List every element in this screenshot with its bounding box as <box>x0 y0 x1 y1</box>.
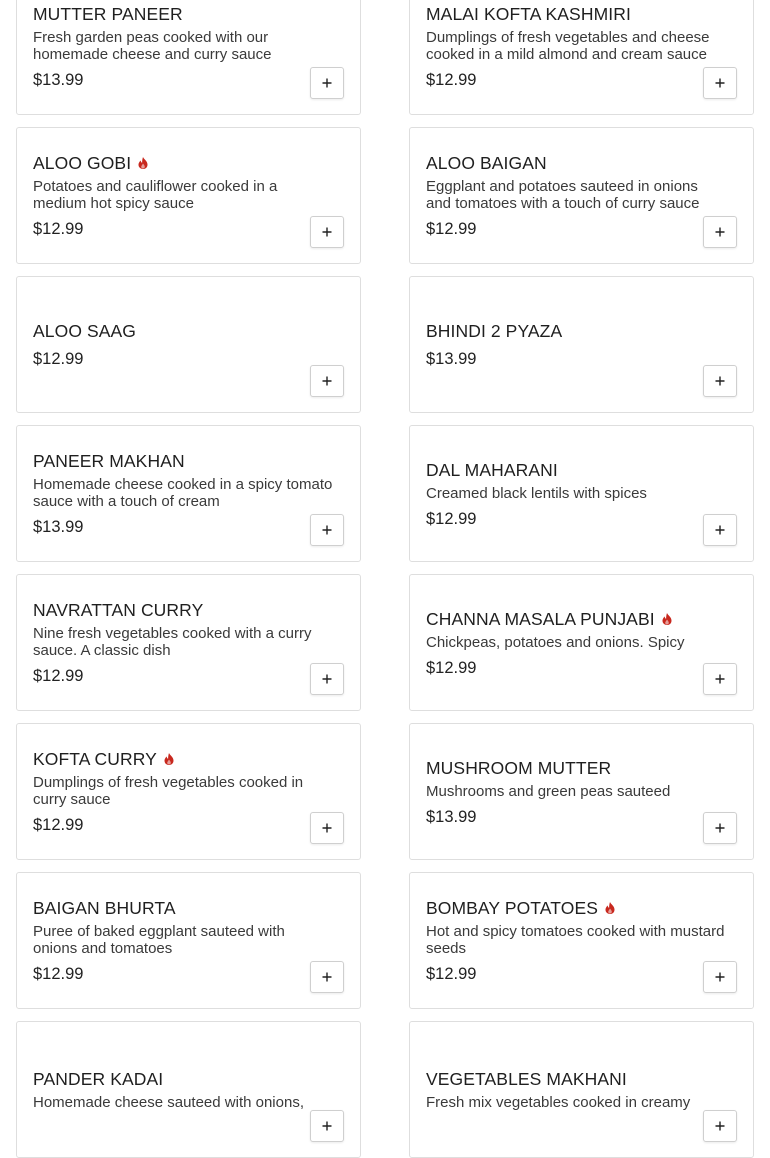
item-description: Homemade cheese sauteed with onions, <box>33 1094 304 1111</box>
item-name-row <box>33 897 344 919</box>
item-name-row <box>426 152 737 174</box>
add-to-cart-button[interactable] <box>310 365 344 397</box>
menu-item-card-10[interactable] <box>16 723 361 860</box>
item-name: KOFTA CURRY <box>33 749 157 769</box>
add-to-cart-button[interactable] <box>703 216 737 248</box>
item-price: $12.99 <box>426 71 477 89</box>
item-description: Mushrooms and green peas sauteed <box>426 782 671 800</box>
item-description: Homemade cheese cooked in a spicy tomato sauce with a touch of cream <box>33 476 333 510</box>
spicy-flame-icon <box>603 901 617 915</box>
item-description: Fresh garden peas cooked with our homemade cheese and curry sauce <box>33 29 272 63</box>
menu-item-card-14[interactable] <box>16 1021 361 1158</box>
item-price: $12.99 <box>33 816 84 834</box>
plus-icon <box>715 972 725 982</box>
item-description: Creamed black lentils with spices <box>426 484 647 502</box>
add-to-cart-button[interactable] <box>703 514 737 546</box>
item-name-row <box>426 757 737 779</box>
plus-icon <box>322 78 332 88</box>
spicy-flame-icon <box>136 156 150 170</box>
item-name: CHANNA MASALA PUNJABI <box>426 608 655 629</box>
plus-icon <box>715 823 725 833</box>
add-to-cart-button[interactable] <box>310 216 344 248</box>
menu-grid <box>16 0 754 1158</box>
item-price: $12.99 <box>426 965 477 983</box>
menu-item-card-13[interactable] <box>409 872 754 1009</box>
item-name-row <box>426 320 737 342</box>
add-to-cart-button[interactable] <box>703 365 737 397</box>
plus-icon <box>322 525 332 535</box>
item-name: MUTTER PANEER <box>33 4 183 24</box>
item-name: DAL MAHARANI <box>426 459 558 480</box>
item-name-row <box>33 152 344 174</box>
item-description: Dumplings of fresh vegetables and cheese cooked in a mild almond and cream sauce <box>426 29 710 63</box>
item-name-row <box>33 450 344 472</box>
item-price: $13.99 <box>33 518 84 536</box>
item-description: Nine fresh vegetables cooked with a curry sauce. A classic dish <box>33 625 312 659</box>
item-name: VEGETABLES MAKHANI <box>426 1069 627 1089</box>
spicy-flame-icon <box>162 752 176 766</box>
plus-icon <box>322 227 332 237</box>
add-to-cart-button[interactable] <box>310 514 344 546</box>
add-to-cart-button[interactable] <box>310 1110 344 1142</box>
menu-item-card-15[interactable] <box>409 1021 754 1158</box>
menu-item-card-9[interactable] <box>409 574 754 711</box>
item-name-row <box>426 897 737 919</box>
item-name: PANEER MAKHAN <box>33 451 185 471</box>
item-name: MUSHROOM MUTTER <box>426 757 612 778</box>
plus-icon <box>715 227 725 237</box>
item-price: $13.99 <box>426 807 477 826</box>
add-to-cart-button[interactable] <box>703 67 737 99</box>
menu-item-card-3[interactable] <box>409 127 754 264</box>
add-to-cart-button[interactable] <box>703 812 737 844</box>
item-price: $12.99 <box>426 220 477 238</box>
menu-item-card-8[interactable] <box>16 574 361 711</box>
item-price: $12.99 <box>33 667 84 685</box>
item-description: Hot and spicy tomatoes cooked with mustard seeds <box>426 923 725 957</box>
plus-icon <box>715 376 725 386</box>
menu-item-card-6[interactable] <box>16 425 361 562</box>
item-price: $12.99 <box>33 350 84 368</box>
add-to-cart-button[interactable] <box>310 663 344 695</box>
item-name: BAIGAN BHURTA <box>33 898 176 918</box>
menu-item-card-0[interactable] <box>16 0 361 115</box>
item-name-row <box>426 608 737 630</box>
item-price: $12.99 <box>426 658 477 677</box>
menu-item-card-5[interactable] <box>409 276 754 413</box>
add-to-cart-button[interactable] <box>310 67 344 99</box>
item-name-row <box>426 3 737 25</box>
add-to-cart-button[interactable] <box>703 961 737 993</box>
menu-item-card-4[interactable] <box>16 276 361 413</box>
item-name-row <box>33 3 344 25</box>
item-name-row <box>33 748 344 770</box>
item-description: Fresh mix vegetables cooked in creamy <box>426 1094 691 1111</box>
menu-item-card-2[interactable] <box>16 127 361 264</box>
item-name-row <box>33 320 344 342</box>
plus-icon <box>715 525 725 535</box>
item-name-row <box>426 459 737 481</box>
item-description: Puree of baked eggplant sauteed with onions and tomatoes <box>33 923 285 957</box>
plus-icon <box>322 823 332 833</box>
plus-icon <box>322 376 332 386</box>
item-name: ALOO GOBI <box>33 153 132 173</box>
item-price: $13.99 <box>33 71 84 89</box>
item-price: $12.99 <box>33 965 84 983</box>
menu-item-card-1[interactable] <box>409 0 754 115</box>
plus-icon <box>715 78 725 88</box>
item-name: ALOO BAIGAN <box>426 153 547 173</box>
item-description: Potatoes and cauliflower cooked in a medium hot spicy sauce <box>33 178 278 212</box>
item-description: Dumplings of fresh vegetables cooked in curry sauce <box>33 774 304 808</box>
item-name-row <box>33 599 344 621</box>
plus-icon <box>322 972 332 982</box>
plus-icon <box>322 674 332 684</box>
item-description: Chickpeas, potatoes and onions. Spicy <box>426 633 685 651</box>
menu-item-card-11[interactable] <box>409 723 754 860</box>
item-name-row <box>33 1068 344 1090</box>
item-name: BOMBAY POTATOES <box>426 898 599 918</box>
item-name: NAVRATTAN CURRY <box>33 600 204 620</box>
item-price: $12.99 <box>426 509 477 528</box>
menu-item-card-12[interactable] <box>16 872 361 1009</box>
item-price: $13.99 <box>426 350 477 368</box>
item-name-row <box>426 1068 737 1090</box>
add-to-cart-button[interactable] <box>703 1110 737 1142</box>
menu-item-card-7[interactable] <box>409 425 754 562</box>
item-name: MALAI KOFTA KASHMIRI <box>426 4 631 24</box>
plus-icon <box>715 674 725 684</box>
add-to-cart-button[interactable] <box>310 961 344 993</box>
add-to-cart-button[interactable] <box>703 663 737 695</box>
item-name: ALOO SAAG <box>33 321 137 341</box>
item-name: BHINDI 2 PYAZA <box>426 321 563 341</box>
item-description: Eggplant and potatoes sauteed in onions and tomatoes with a touch of curry sauce <box>426 178 700 212</box>
item-name: PANDER KADAI <box>33 1069 164 1089</box>
plus-icon <box>715 1121 725 1131</box>
add-to-cart-button[interactable] <box>310 812 344 844</box>
item-price: $12.99 <box>33 220 84 238</box>
spicy-flame-icon <box>660 612 674 626</box>
plus-icon <box>322 1121 332 1131</box>
